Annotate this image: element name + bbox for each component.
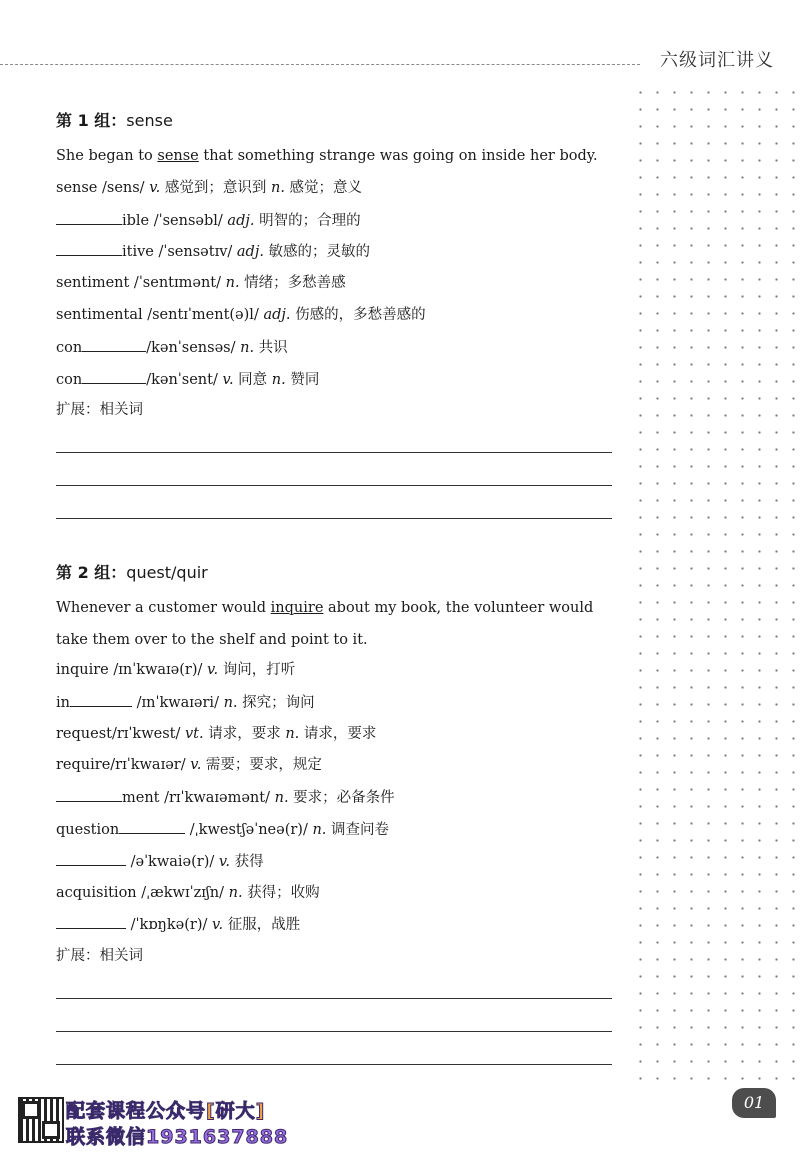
vocab-line: con /kənˈsensəs/ n. 共识	[56, 335, 616, 367]
writing-line[interactable]	[56, 453, 612, 486]
writing-line[interactable]	[56, 1032, 612, 1065]
fill-blank[interactable]	[56, 239, 122, 256]
qr-code-icon	[18, 1097, 64, 1143]
fill-blank[interactable]	[56, 208, 122, 225]
fill-blank[interactable]	[56, 912, 126, 929]
section-2	[56, 560, 616, 1065]
example-keyword: inquire	[270, 600, 324, 616]
vocab-line: in /ɪnˈkwaɪəri/ n. 探究；询问	[56, 690, 616, 722]
fill-blank[interactable]	[82, 367, 146, 384]
vocab-line: /əˈkwaiə(r)/ v. 获得	[56, 849, 616, 881]
vocab-line: request/rɪˈkwest/ vt. 请求，要求 n. 请求，要求	[56, 725, 377, 742]
vocab-line: sense /sens/ v. 感觉到；意识到 n. 感觉；意义	[56, 179, 363, 196]
writing-line[interactable]	[56, 420, 612, 453]
fill-blank[interactable]	[56, 849, 126, 866]
page-number: 01	[732, 1088, 776, 1118]
section-1	[56, 108, 616, 519]
vocab-line: acquisition /ˌækwɪˈzɪʃn/ n. 获得；收购	[56, 884, 320, 901]
fill-blank[interactable]	[70, 690, 132, 707]
promo-line-2: 联系微信1931637888	[66, 1126, 289, 1148]
expand-label: 扩展：相关词	[56, 402, 143, 419]
vocab-line: sentiment /ˈsentɪmənt/ n. 情绪；多愁善感	[56, 275, 346, 292]
example-sentence: Whenever a customer would inquire about my book, the volunteer would take them over to the shelf and point to it.	[56, 600, 594, 648]
writing-line[interactable]	[56, 486, 612, 519]
section-1-title: 第 1 组：sense	[56, 111, 173, 130]
dot-grid-notes-area	[630, 82, 800, 1087]
promo-line-1: 配套课程公众号[研大]	[66, 1100, 266, 1122]
example-sentence: She began to sense that something strange was going on inside her body.	[56, 148, 598, 164]
header-rule	[0, 64, 640, 65]
vocab-line: sentimental /sentɪˈment(ə)l/ adj. 伤感的，多愁善感的	[56, 306, 426, 323]
example-keyword: sense	[157, 148, 199, 164]
expand-label: 扩展：相关词	[56, 948, 143, 965]
writing-line[interactable]	[56, 966, 612, 999]
writing-line[interactable]	[56, 999, 612, 1032]
fill-blank[interactable]	[56, 785, 122, 802]
vocab-line: question /ˌkwestʃəˈneə(r)/ n. 调查问卷	[56, 817, 616, 849]
vocab-line: itive /ˈsensətɪv/ adj. 敏感的；灵敏的	[56, 239, 616, 271]
vocab-line: inquire /ɪnˈkwaɪə(r)/ v. 询问，打听	[56, 662, 296, 678]
vocab-line: ment /rɪˈkwaɪəmənt/ n. 要求；必备条件	[56, 785, 616, 817]
vocab-line: /ˈkɒŋkə(r)/ v. 征服，战胜	[56, 912, 616, 944]
vocab-line: con /kənˈsent/ v. 同意 n. 赞同	[56, 367, 616, 399]
vocab-line: require/rɪˈkwaɪər/ v. 需要；要求，规定	[56, 757, 322, 774]
header-title: 六级词汇讲义	[660, 50, 774, 71]
section-2-title: 第 2 组：quest/quir	[56, 563, 208, 582]
fill-blank[interactable]	[82, 335, 146, 352]
fill-blank[interactable]	[119, 817, 185, 834]
vocab-line: ible /ˈsensəbl/ adj. 明智的；合理的	[56, 208, 616, 240]
